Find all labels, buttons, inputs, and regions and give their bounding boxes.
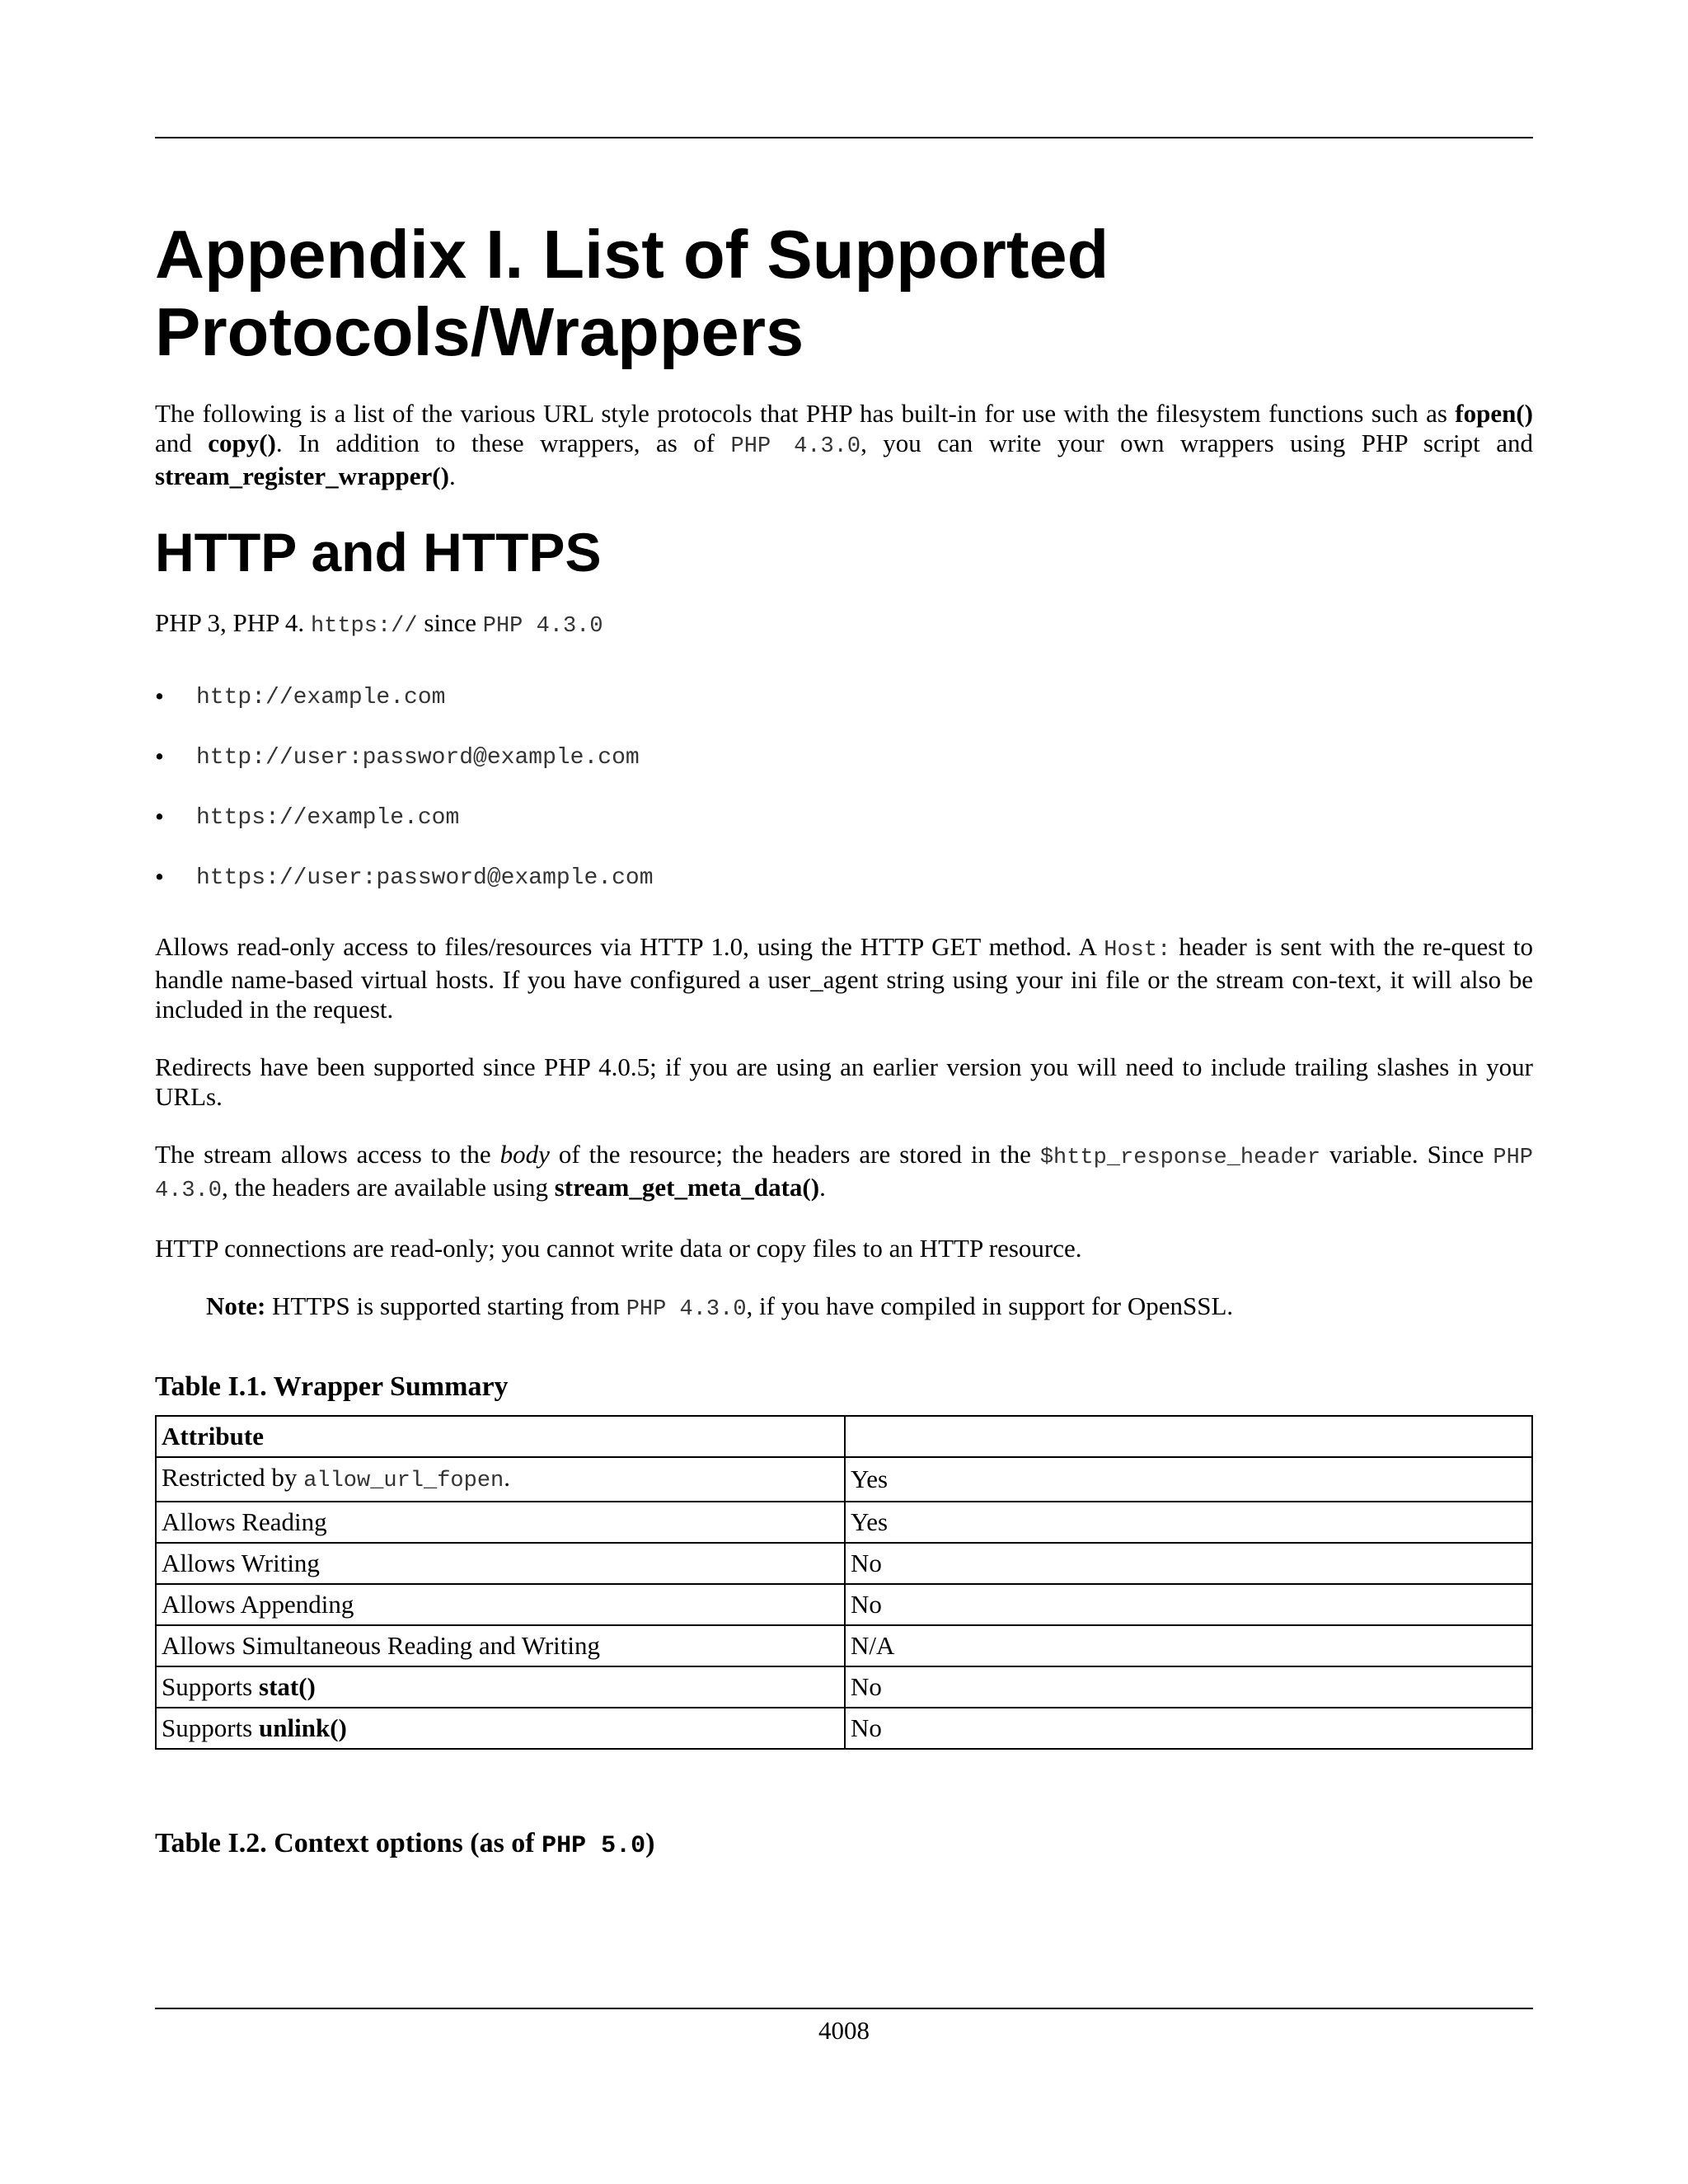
note-text-1: HTTPS is supported starting from xyxy=(265,1291,626,1320)
table-row xyxy=(156,1543,1532,1584)
url-example: http://user:password@example.com xyxy=(196,745,640,771)
http-access-paragraph xyxy=(155,932,1533,1024)
intro-version: PHP 4.3.0 xyxy=(730,434,861,459)
copy-function: copy() xyxy=(208,429,276,457)
url-example: https://user:password@example.com xyxy=(196,865,654,891)
value-cell: Yes xyxy=(845,1457,1532,1502)
header-cell-attribute xyxy=(156,1416,845,1457)
value-cell: Yes xyxy=(845,1502,1532,1543)
intro-text-4: , you can write your own wrappers using PHP script and xyxy=(860,429,1533,457)
intro-text-5: . xyxy=(448,462,456,490)
attribute-cell xyxy=(156,1457,845,1502)
table1-title: Table I.1. Wrapper Summary xyxy=(155,1371,509,1402)
value-cell: N/A xyxy=(845,1625,1532,1666)
value-cell: No xyxy=(845,1666,1532,1708)
unlink-function: unlink() xyxy=(259,1713,347,1742)
table2-title xyxy=(155,1827,1533,1863)
allow-url-fopen-code: allow_url_fopen xyxy=(303,1469,504,1493)
value-cell: No xyxy=(845,1708,1532,1749)
table-row xyxy=(156,1666,1532,1708)
response-header-variable: $http_response_header xyxy=(1039,1146,1321,1170)
list-item xyxy=(155,744,1533,774)
value-cell: No xyxy=(845,1543,1532,1584)
url-list xyxy=(155,684,1533,894)
note xyxy=(206,1291,1533,1324)
intro-text-3: . In addition to these wrappers, as of xyxy=(275,429,731,457)
list-item xyxy=(155,684,1533,714)
para3-text-2: of the resource; the headers are stored in the xyxy=(549,1140,1040,1169)
header-cell-value xyxy=(845,1416,1532,1457)
stat-function: stat() xyxy=(259,1672,316,1701)
para1-text-2: header is sent with the re-quest to handle name-based virtual hosts. If you have configured a user_agent string using your ini file or the stream con-text, it will also be included in the request. xyxy=(155,932,1533,1024)
para3-text-5: . xyxy=(819,1173,826,1202)
versions-text-1: PHP 3, PHP 4. xyxy=(155,608,311,637)
attribute-text-suffix: . xyxy=(504,1463,510,1492)
list-item xyxy=(155,804,1533,834)
url-example: http://example.com xyxy=(196,685,446,710)
bullet: • xyxy=(155,862,164,891)
page-title xyxy=(155,216,1533,371)
note-text-2: , if you have compiled in support for OpenSSL. xyxy=(746,1291,1234,1320)
table-row xyxy=(156,1584,1532,1625)
wrapper-summary-table xyxy=(155,1415,1533,1750)
table2-title-suffix: ) xyxy=(645,1828,655,1858)
intro-paragraph xyxy=(155,399,1533,491)
fopen-function: fopen() xyxy=(1455,399,1533,428)
page-number: 4008 xyxy=(818,2016,870,2045)
page-content xyxy=(155,216,1533,1874)
section-heading: HTTP and HTTPS xyxy=(155,522,602,583)
attribute-cell: Allows Appending xyxy=(156,1584,845,1625)
page-title-line-2: Protocols/Wrappers xyxy=(155,293,804,370)
intro-text-2: and xyxy=(155,429,209,457)
attribute-text: Supports xyxy=(162,1672,259,1701)
attribute-text: Supports xyxy=(162,1713,259,1742)
attribute-header: Attribute xyxy=(162,1422,264,1451)
read-only-paragraph: HTTP connections are read-only; you cannot write data or copy files to an HTTP resource. xyxy=(155,1234,1082,1263)
attribute-cell: Allows Writing xyxy=(156,1543,845,1584)
header-rule xyxy=(155,137,1533,138)
page-title-line-1: Appendix I. List of Supported xyxy=(155,216,1109,293)
value-cell: No xyxy=(845,1584,1532,1625)
intro-text-1: The following is a list of the various URL style protocols that PHP has built-in for use with the filesystem functions such as xyxy=(155,399,1456,428)
table-row xyxy=(156,1708,1532,1749)
para3-text-3: variable. Since xyxy=(1320,1140,1493,1169)
headers-paragraph xyxy=(155,1140,1533,1206)
table-header-row xyxy=(156,1416,1532,1457)
versions-text-2: since xyxy=(417,608,483,637)
para1-text-1: Allows read-only access to files/resources via HTTP 1.0, using the HTTP GET method. A xyxy=(155,932,1104,961)
attribute-cell: Allows Reading xyxy=(156,1502,845,1543)
attribute-text: Restricted by xyxy=(162,1463,304,1492)
stream-get-meta-data-function: stream_get_meta_data() xyxy=(554,1173,820,1202)
https-scheme: https:// xyxy=(310,614,418,639)
footer-rule xyxy=(155,2008,1533,2009)
table2-title-text: Table I.2. Context options (as of xyxy=(155,1828,542,1858)
url-example: https://example.com xyxy=(196,805,460,831)
attribute-cell xyxy=(156,1708,845,1749)
bullet: • xyxy=(155,682,164,710)
versions-line xyxy=(155,608,1533,641)
host-header: Host: xyxy=(1104,938,1171,963)
redirects-paragraph: Redirects have been supported since PHP 4.0.5; if you are using an earlier version you will need to include trailing slashes in your URLs. xyxy=(155,1052,1533,1111)
body-emphasis: body xyxy=(499,1140,550,1169)
attribute-cell: Allows Simultaneous Reading and Writing xyxy=(156,1625,845,1666)
attribute-cell xyxy=(156,1666,845,1708)
para3-text-4: , the headers are available using xyxy=(222,1173,555,1202)
para3-text-1: The stream allows access to the xyxy=(155,1140,500,1169)
table-row xyxy=(156,1625,1532,1666)
table-row xyxy=(156,1457,1532,1502)
bullet: • xyxy=(155,802,164,831)
note-version: PHP 4.3.0 xyxy=(626,1297,747,1322)
list-item xyxy=(155,862,1533,894)
bullet: • xyxy=(155,742,164,771)
table2-title-version: PHP 5.0 xyxy=(542,1832,646,1860)
versions-version: PHP 4.3.0 xyxy=(482,614,603,639)
note-label: Note: xyxy=(206,1291,266,1320)
stream-register-wrapper-function: stream_register_wrapper() xyxy=(155,462,449,490)
para3-version: PHP 4.3.0 xyxy=(155,1146,1534,1203)
table-row xyxy=(156,1502,1532,1543)
